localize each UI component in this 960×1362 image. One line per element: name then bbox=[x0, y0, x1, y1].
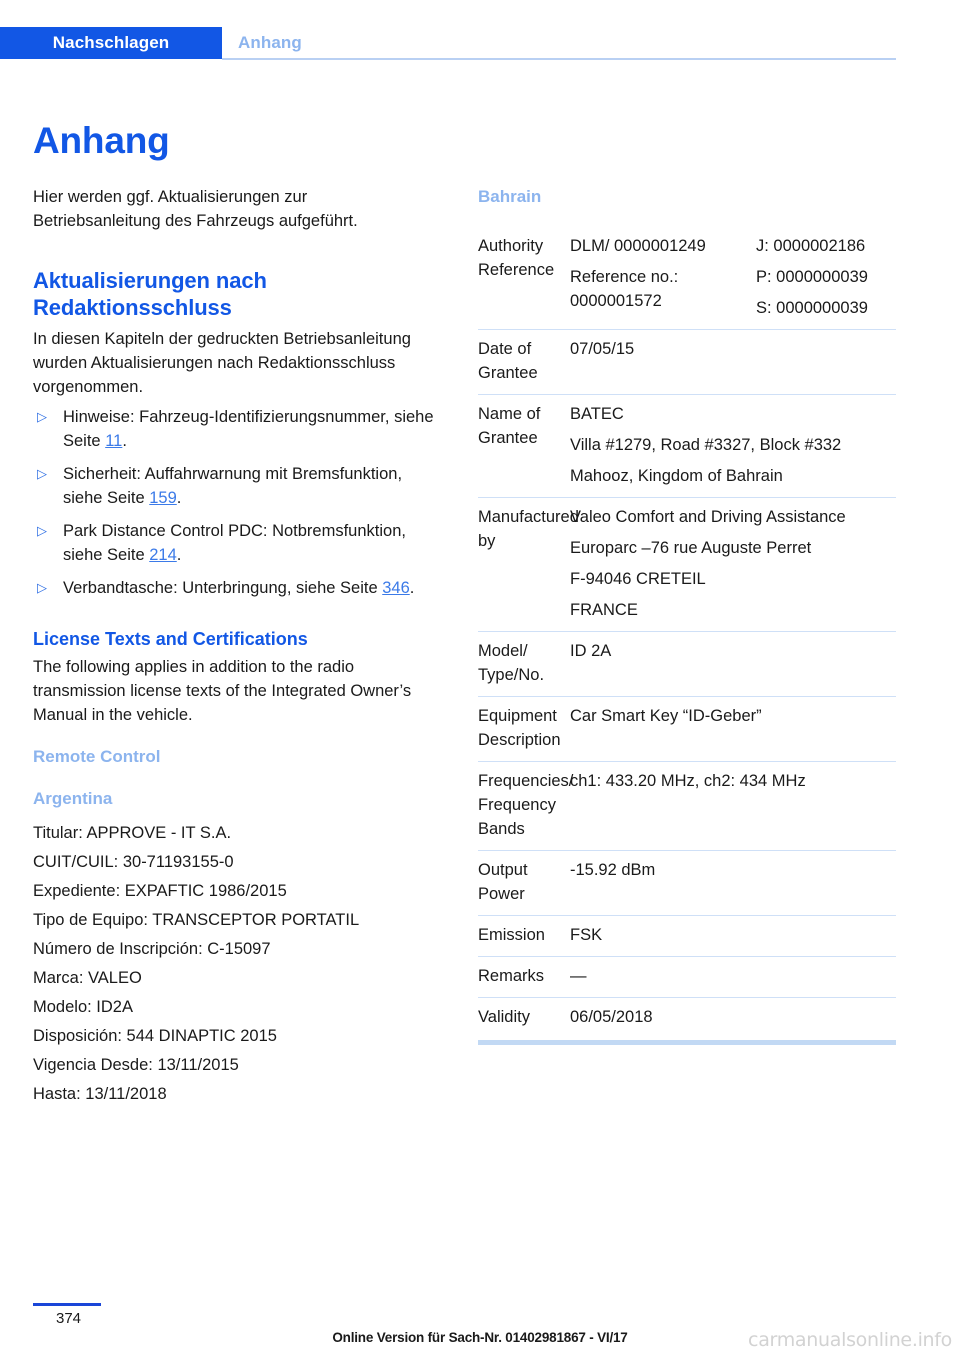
table-row bbox=[478, 498, 896, 632]
row-value bbox=[570, 851, 896, 916]
bahrain-spec-table bbox=[478, 227, 896, 1038]
country-heading-argentina: Argentina bbox=[33, 789, 113, 808]
footer-online-version-text: Online Version für Sach-Nr. 01402981867 - VI/17 bbox=[332, 1330, 628, 1345]
value-line: Villa #1279, Road #3327, Block #332 bbox=[570, 436, 842, 454]
triangle-bullet-icon: ▷ bbox=[37, 580, 47, 595]
country-heading-bahrain: Bahrain bbox=[478, 187, 542, 206]
table-row bbox=[478, 227, 896, 330]
value-line: DLM/ 0000001249 bbox=[570, 237, 706, 255]
value-line: Car Smart Key “ID-Geber” bbox=[570, 707, 762, 725]
footer-divider bbox=[33, 1303, 101, 1306]
row-label: Remarks bbox=[478, 967, 545, 985]
value-line: Reference no.: 0000001572 bbox=[570, 268, 679, 310]
subheading-remote-control: Remote Control bbox=[33, 747, 161, 766]
spacer bbox=[33, 609, 437, 627]
row-value bbox=[570, 395, 896, 498]
value-line: 06/05/2018 bbox=[570, 1008, 653, 1026]
tab-nachschlagen-label: Nachschlagen bbox=[52, 33, 170, 52]
row-value bbox=[570, 916, 896, 957]
argentina-detail-list bbox=[33, 819, 437, 1109]
value-line: -15.92 dBm bbox=[570, 861, 656, 879]
value-line: J: 0000002186 bbox=[756, 237, 866, 255]
row-label: Authority Reference bbox=[478, 237, 555, 279]
row-value bbox=[570, 697, 896, 762]
heading-aktualisierungen: Aktualisierungen nach Redaktionsschluss bbox=[33, 268, 267, 320]
table-bottom-rule bbox=[478, 1040, 896, 1045]
table-row bbox=[478, 632, 896, 697]
spacer bbox=[33, 777, 437, 787]
detail-line: Titular: APPROVE - IT S.A. bbox=[33, 824, 232, 842]
table-row bbox=[478, 395, 896, 498]
row-label: Model/ Type/No. bbox=[478, 642, 545, 684]
page-reference-link[interactable]: 159 bbox=[149, 489, 177, 507]
page-reference-link[interactable]: 346 bbox=[382, 579, 410, 597]
table-row bbox=[478, 998, 896, 1039]
spec-table-body bbox=[478, 227, 896, 1038]
row-value bbox=[570, 957, 896, 998]
tab-anhang-label: Anhang bbox=[238, 33, 302, 52]
page-title: Anhang bbox=[33, 119, 170, 161]
right-column bbox=[478, 185, 896, 1045]
value-line: FRANCE bbox=[570, 601, 638, 619]
list-item-text: Hinweise: Fahrzeug-Identifizierungsnummer, siehe Seite bbox=[63, 408, 434, 450]
detail-line: Vigencia Desde: 13/11/2015 bbox=[33, 1056, 239, 1074]
table-row bbox=[478, 916, 896, 957]
spacer bbox=[33, 727, 437, 745]
triangle-bullet-icon: ▷ bbox=[37, 409, 47, 424]
table-row bbox=[478, 957, 896, 998]
list-item-text-end: . bbox=[176, 489, 182, 507]
top-tab-bar bbox=[0, 27, 960, 59]
intro-paragraph: Hier werden ggf. Aktualisierungen zur Betriebsanleitung des Fahrzeugs aufgeführt. bbox=[33, 188, 358, 230]
row-value bbox=[570, 330, 896, 395]
table-row bbox=[478, 697, 896, 762]
triangle-bullet-icon: ▷ bbox=[37, 523, 47, 538]
aktualisierungen-paragraph: In diesen Kapiteln der gedruckten Betriebsanleitung wurden Aktualisierungen nach Redaktionsschluss vorgenommen. bbox=[33, 330, 411, 396]
row-value-secondary bbox=[756, 227, 896, 330]
value-line: 07/05/15 bbox=[570, 340, 635, 358]
value-line: ch1: 433.20 MHz, ch2: 434 MHz bbox=[570, 772, 806, 790]
detail-line: Disposición: 544 DINAPTIC 2015 bbox=[33, 1027, 277, 1045]
list-item-text-end: . bbox=[409, 579, 415, 597]
page-number: 374 bbox=[56, 1310, 82, 1327]
heading-license-texts: License Texts and Certifications bbox=[33, 629, 308, 649]
row-label: Name of Grantee bbox=[478, 405, 541, 447]
value-line: — bbox=[570, 967, 587, 985]
row-value bbox=[570, 762, 896, 851]
license-texts-paragraph: The following applies in addition to the radio transmission license texts of the Integrated Owner’s Manual in the vehicle. bbox=[33, 658, 412, 724]
row-label: Manufactured by bbox=[478, 508, 579, 550]
detail-line: Tipo de Equipo: TRANSCEPTOR PORTATIL bbox=[33, 911, 360, 929]
detail-line: Modelo: ID2A bbox=[33, 998, 133, 1016]
row-label: Date of Grantee bbox=[478, 340, 538, 382]
detail-line: Expediente: EXPAFTIC 1986/2015 bbox=[33, 882, 287, 900]
value-line: F-94046 CRETEIL bbox=[570, 570, 706, 588]
row-value bbox=[570, 227, 756, 330]
spacer bbox=[33, 233, 437, 267]
value-line: Mahooz, Kingdom of Bahrain bbox=[570, 467, 783, 485]
watermark-text: carmanualsonline.info bbox=[748, 1329, 952, 1351]
list-item-text-end: . bbox=[176, 546, 182, 564]
detail-line: Número de Inscripción: C-15097 bbox=[33, 940, 271, 958]
tab-bar-underline bbox=[222, 58, 896, 60]
value-line: ID 2A bbox=[570, 642, 612, 660]
tab-anhang[interactable] bbox=[222, 27, 318, 59]
list-item bbox=[33, 462, 437, 510]
page-reference-link[interactable]: 11 bbox=[105, 432, 123, 450]
detail-line: CUIT/CUIL: 30-71193155-0 bbox=[33, 853, 234, 871]
spacer bbox=[478, 217, 896, 227]
row-label: Emission bbox=[478, 926, 545, 944]
table-row bbox=[478, 762, 896, 851]
list-item-text-end: . bbox=[122, 432, 127, 450]
detail-line: Hasta: 13/11/2018 bbox=[33, 1085, 167, 1103]
list-item-text: Sicherheit: Auffahrwarnung mit Bremsfunktion, siehe Seite bbox=[63, 465, 403, 507]
row-value bbox=[570, 632, 896, 697]
left-column bbox=[33, 185, 437, 1109]
table-row bbox=[478, 851, 896, 916]
list-item bbox=[33, 576, 437, 600]
row-value bbox=[570, 998, 896, 1039]
list-item-text: Verbandtasche: Unterbringung, siehe Seite bbox=[63, 579, 383, 597]
row-label: Equipment Description bbox=[478, 707, 561, 749]
row-label: Validity bbox=[478, 1008, 530, 1026]
tab-nachschlagen[interactable] bbox=[0, 27, 222, 59]
detail-line: Marca: VALEO bbox=[33, 969, 142, 987]
value-line: S: 0000000039 bbox=[756, 299, 868, 317]
list-item bbox=[33, 519, 437, 567]
value-line: P: 0000000039 bbox=[756, 268, 868, 286]
triangle-bullet-icon: ▷ bbox=[37, 466, 47, 481]
page-reference-link[interactable]: 214 bbox=[149, 546, 177, 564]
row-value bbox=[570, 498, 896, 632]
value-line: Europarc –76 rue Auguste Perret bbox=[570, 539, 812, 557]
value-line: BATEC bbox=[570, 405, 624, 423]
row-label: Output Power bbox=[478, 861, 528, 903]
table-row bbox=[478, 330, 896, 395]
list-item bbox=[33, 405, 437, 453]
update-bullet-list bbox=[33, 405, 437, 600]
value-line: Valeo Comfort and Driving Assistance bbox=[570, 508, 846, 526]
value-line: FSK bbox=[570, 926, 603, 944]
list-item-text: Park Distance Control PDC: Notbremsfunktion, siehe Seite bbox=[63, 522, 406, 564]
row-label: Frequencies/ Frequency Bands bbox=[478, 772, 574, 838]
